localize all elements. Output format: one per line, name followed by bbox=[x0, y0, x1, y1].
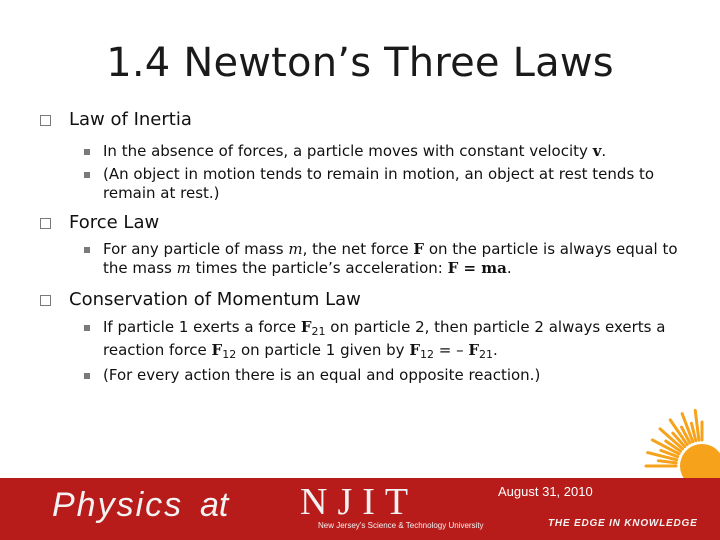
slide-content: Law of Inertia In the absence of forces, a particle moves with constant velocity v. (An object in motion tends to remain in motion, an object at rest tends to remain at rest.) Force Law For any particle of mass m, the net force F on the particle is always equal to the mass m times the particle’s acceleration: F = ma. Conservation of Momentum Law If particle 1 exerts a force $F_{21}$ on particle 2, then particle 2 always exerts a reaction force $F_{12}$ on particle 1 given by $F_{12}$ = – $F_{21}$. (For every action there is an equal and opposite reaction.) bbox=[0, 0, 720, 470]
square-bullet-icon bbox=[84, 172, 90, 178]
sun-ray bbox=[658, 461, 676, 463]
brand-physics-text: Physics bbox=[52, 486, 184, 524]
force-point-1-text: For any particle of mass m, the net force F on the particle is always equal to the mass m times the particle’s acceleration: F = ma. bbox=[103, 240, 678, 277]
inertia-point-1-text: In the absence of forces, a particle moves with constant velocity v. bbox=[103, 142, 607, 160]
square-bullet-icon bbox=[40, 115, 51, 126]
square-bullet-icon bbox=[40, 218, 51, 229]
njit-tagline: New Jersey’s Science & Technology University bbox=[318, 521, 484, 530]
momentum-point-2-text: (For every action there is an equal and opposite reaction.) bbox=[103, 366, 541, 384]
slide-date: August 31, 2010 bbox=[498, 484, 593, 499]
inertia-point-2-text: (An object in motion tends to remain in motion, an object at rest tends to remain at rest.) bbox=[103, 165, 655, 202]
square-bullet-icon bbox=[84, 247, 90, 253]
square-bullet-icon bbox=[84, 373, 90, 379]
square-bullet-icon bbox=[40, 295, 51, 306]
square-bullet-icon bbox=[84, 149, 90, 155]
sun-logo-icon bbox=[640, 404, 720, 484]
square-bullet-icon bbox=[84, 325, 90, 331]
momentum-point-1-text: If particle 1 exerts a force $F_{21}$ on particle 2, then particle 2 always exerts a reaction force $F_{12}$ on particle 1 given by $F_{12}$ = – $F_{21}$. bbox=[103, 318, 666, 361]
njit-logo: NJIT bbox=[300, 481, 419, 523]
slide-title: 1.4 Newton’s Three Laws bbox=[106, 40, 614, 86]
edge-in-knowledge-slogan: THE EDGE IN KNOWLEDGE bbox=[548, 518, 698, 529]
brand-at-text: at bbox=[200, 486, 229, 524]
